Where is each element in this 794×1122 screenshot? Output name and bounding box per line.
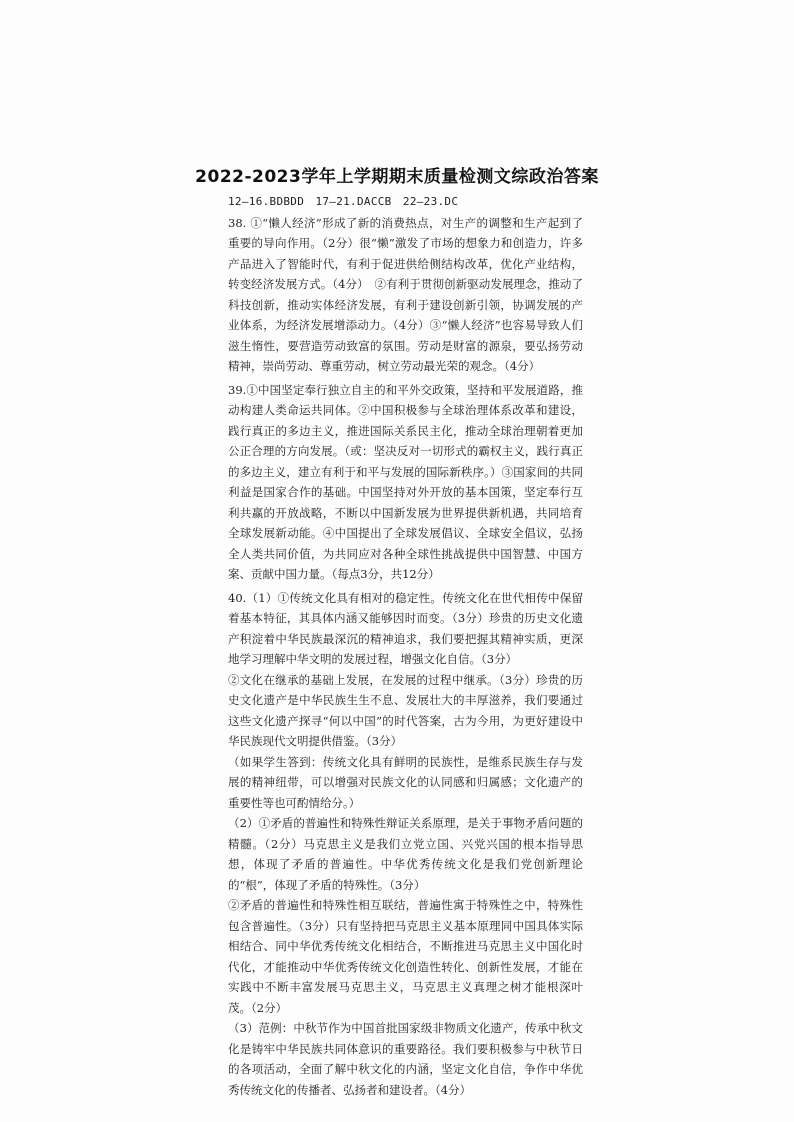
question-40-part2-point2: ②矛盾的普遍性和特殊性相互联结，普遍性寓于特殊性之中，特殊性包含普遍性。（3分）只有坚持把马克思主义基本原理同中国具体实际相结合、同中华优秀传统文化相结合，不断推进马克思主义中国化时代化，才能推动中华优秀传统文化创造性转化、创新性发展，才能在实践中不断丰富发展马克思主义，马克思主义真理之树才能根深叶茂。（2分） — [228, 898, 583, 1015]
question-40-part1-point2: ②文化在继承的基础上发展，在发展的过程中继承。（3分）珍贵的历史文化遗产是中华民族生生不息、发展壮大的丰厚滋养，我们要通过这些文化遗产探寻“何以中国”的时代答案，古为今用，为更好建设中华民族现代文明提供借鉴。（3分） — [228, 672, 583, 748]
page-title: 2022-2023学年上学期期末质量检测文综政治答案 — [195, 167, 599, 187]
question-40-part1-point1: 40.（1）①传统文化具有相对的稳定性。传统文化在世代相传中保留着基本特征，其具体内涵又能够因时而变。（3分）珍贵的历史文化遗产积淀着中华民族最深沉的精神追求，我们要把握其精神实质，更深地学习理解中华文明的发展过程，增强文化自信。（3分） — [228, 590, 583, 666]
answer-body — [228, 192, 583, 1100]
question-40-part1-note: （如果学生答到：传统文化具有鲜明的民族性，是维系民族生存与发展的精神纽带，可以增强对民族文化的认同感和归属感；文化遗产的重要性等也可酌情给分。） — [228, 754, 583, 810]
question-39-answer: 39.①中国坚定奉行独立自主的和平外交政策，坚持和平发展道路，推动构建人类命运共同体。②中国积极参与全球治理体系改革和建设，践行真正的多边主义，推进国际关系民主化，推动全球治理朝着更加公正合理的方向发展。（或：坚决反对一切形式的霸权主义，践行真正的多边主义，建立有利于和平与发展的国际新秩序。）③国家间的共同利益是国家合作的基础。中国坚持对外开放的基本国策，坚定奉行互利共赢的开放战略，不断以中国新发展为世界提供新机遇，共同培育全球发展新动能。④中国提出了全球发展倡议、全球安全倡议，弘扬全人类共同价值，为共同应对各种全球性挑战提供中国智慧、中国方案、贡献中国力量。（每点3分，共12分） — [228, 382, 583, 581]
question-40-part2-point1: （2）①矛盾的普遍性和特殊性辩证关系原理，是关于事物矛盾问题的精髓。（2分）马克思主义是我们立党立国、兴党兴国的根本指导思想，体现了矛盾的普遍性。中华优秀传统文化是我们党创新理论的“根”，体现了矛盾的特殊性。（3分） — [228, 816, 583, 892]
question-38-answer: 38. ①“懒人经济”形成了新的消费热点，对生产的调整和生产起到了重要的导向作用。（2分）很“懒”激发了市场的想象力和创造力，许多产品进入了智能时代，有利于促进供给侧结构改革，优化产业结构，转变经济发展方式。（4分） ②有利于贯彻创新驱动发展理念，推动了科技创新，推动实体经济发展，有利于建设创新引领，协调发展的产业体系，为经济发展增添动力。（4分）③“懒人经济”也容易导致人们滋生惰性，要营造劳动致富的氛围。劳动是财富的源泉，要弘扬劳动精神，崇尚劳动、尊重劳动，树立劳动最光荣的观念。（4分） — [228, 215, 583, 373]
question-40-part3: （3）范例：中秋节作为中国首批国家级非物质文化遗产，传承中秋文化是铸牢中华民族共同体意识的重要路径。我们要积极参与中秋节日的各项活动，全面了解中秋文化的内涵，坚定文化自信，争作中华优秀传统文化的传播者、弘扬者和建设者。（4分） — [228, 1021, 583, 1097]
multiple-choice-answers: 12—16.BDBDD 17—21.DACCB 22—23.DC — [228, 195, 459, 208]
